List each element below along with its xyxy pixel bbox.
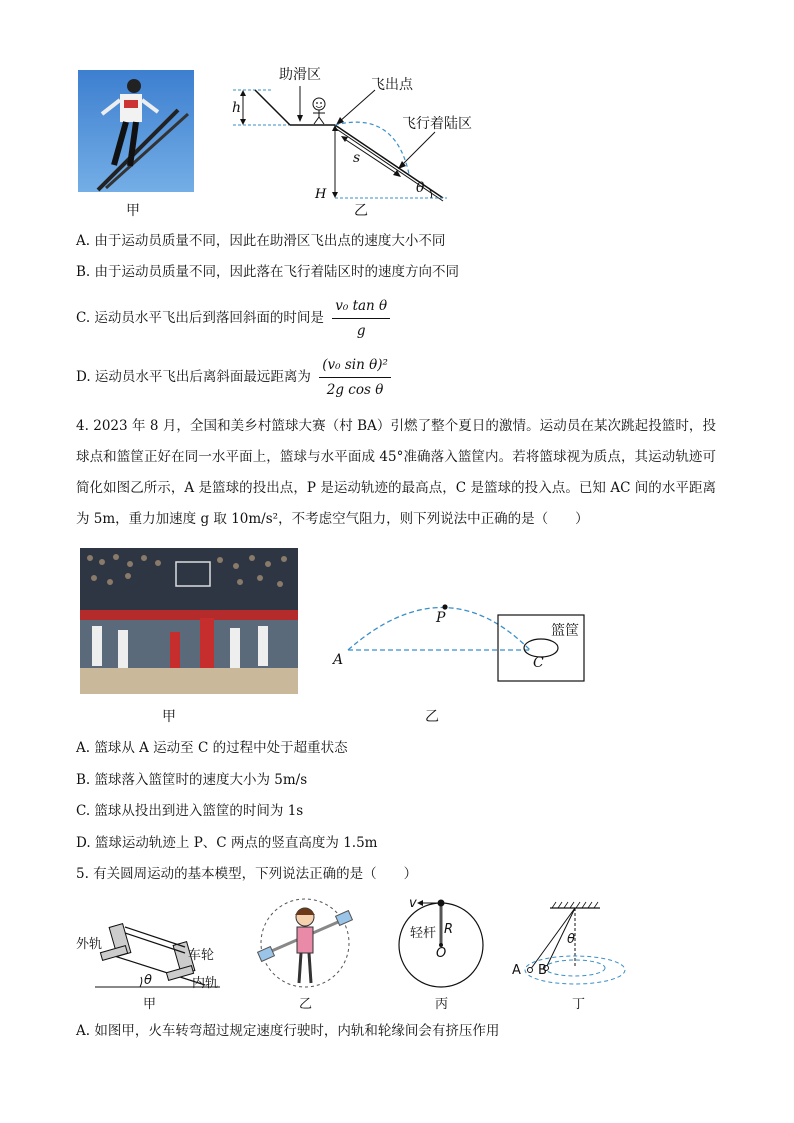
q3-option-c-text: C. 运动员水平飞出后到落回斜面的时间是 <box>76 310 324 326</box>
q3-option-d <box>76 355 391 400</box>
q3-option-c-numerator: v₀ tan θ <box>332 296 390 319</box>
label-R: R <box>444 922 454 937</box>
q3-option-b: B. 由于运动员质量不同，因此落在飞行着陆区时的速度方向不同 <box>76 264 460 280</box>
q3-fig-yi-caption: 乙 <box>354 203 368 219</box>
label-qinggan: 轻杆 <box>410 926 437 941</box>
label-h: h <box>232 100 242 116</box>
q3-fig-jia-caption: 甲 <box>126 203 140 219</box>
basketball-trajectory-diagram <box>330 595 600 695</box>
q3-option-a: A. 由于运动员质量不同，因此在助滑区飞出点的速度大小不同 <box>76 233 446 249</box>
label-feixing: 飞行着陆区 <box>402 116 472 132</box>
q5-caption-ding: 丁 <box>572 997 586 1012</box>
ski-jump-diagram <box>225 60 505 210</box>
q4-option-c: C. 篮球从投出到进入篮筐的时间为 1s <box>76 803 304 819</box>
q5-caption-bing: 丙 <box>435 997 449 1012</box>
q3-option-c <box>76 296 390 341</box>
label-v: v <box>409 896 417 911</box>
label-basket-A: A <box>333 652 344 668</box>
label-ding-A: A <box>512 963 521 978</box>
q3-option-d-text: D. 运动员水平飞出后离斜面最远距离为 <box>76 369 311 385</box>
q4-fig-yi-caption: 乙 <box>425 709 439 725</box>
label-theta: θ <box>416 180 425 196</box>
q5-stem: 5. 有关圆周运动的基本模型，下列说法正确的是（ ） <box>76 866 418 882</box>
q3-option-c-denominator: g <box>356 323 366 339</box>
label-zhuhuaqu: 助滑区 <box>279 67 321 83</box>
label-lankuang: 篮筐 <box>551 623 579 639</box>
label-jia-theta: θ <box>144 973 152 988</box>
label-ding-B: B <box>538 963 547 978</box>
q3-option-d-denominator: 2g cos θ <box>326 382 384 398</box>
q5-option-a: A. 如图甲，火车转弯超过规定速度行驶时，内轨和轮缘间会有挤压作用 <box>76 1023 500 1039</box>
label-chelun: 车轮 <box>188 948 215 963</box>
basketball-game-photo <box>80 548 298 694</box>
q5-fig-yi-person-circle <box>255 895 355 991</box>
q4-option-d: D. 篮球运动轨迹上 P、C 两点的竖直高度为 1.5m <box>76 835 378 851</box>
ski-jumper-photo <box>78 70 194 192</box>
q4-fig-jia-caption: 甲 <box>162 709 176 725</box>
q5-caption-jia: 甲 <box>143 997 157 1012</box>
q4-stem: 4. 2023 年 8 月，全国和美乡村篮球大赛（村 BA）引燃了整个夏日的激情。运动员在某次跳起投篮时，投球点和篮筐正好在同一水平面上，篮球与水平面成 45°准确落入篮筐内。若将篮球视为质点，其运动轨迹可简化如图乙所示，A 是篮球的投出点，P 是运动轨迹的最高点，C 是篮球的投入点。已知 AC 间的水平距离为 5m，重力加速度 g 取 10m/s²，不考虑空气阻力，则下列说法中正确的是（ ） <box>76 418 716 527</box>
q3-option-d-fraction <box>319 355 391 400</box>
label-waigui: 外轨 <box>76 937 103 952</box>
label-neigui: 内轨 <box>192 976 219 991</box>
label-feichudian: 飞出点 <box>371 77 413 93</box>
label-basket-C: C <box>533 655 544 671</box>
label-O: O <box>436 946 447 961</box>
svg-text:H: H <box>315 187 327 202</box>
q3-option-d-numerator: (v₀ sin θ)² <box>319 355 391 378</box>
q4-option-a: A. 篮球从 A 运动至 C 的过程中处于超重状态 <box>76 740 348 756</box>
label-basket-P: P <box>436 610 446 626</box>
q4-option-b: B. 篮球落入篮筐时的速度大小为 5m/s <box>76 772 308 788</box>
q5-caption-yi: 乙 <box>299 997 313 1012</box>
label-ding-theta: θ <box>567 932 575 947</box>
q3-option-c-fraction <box>332 296 390 341</box>
label-s: s <box>353 150 361 166</box>
